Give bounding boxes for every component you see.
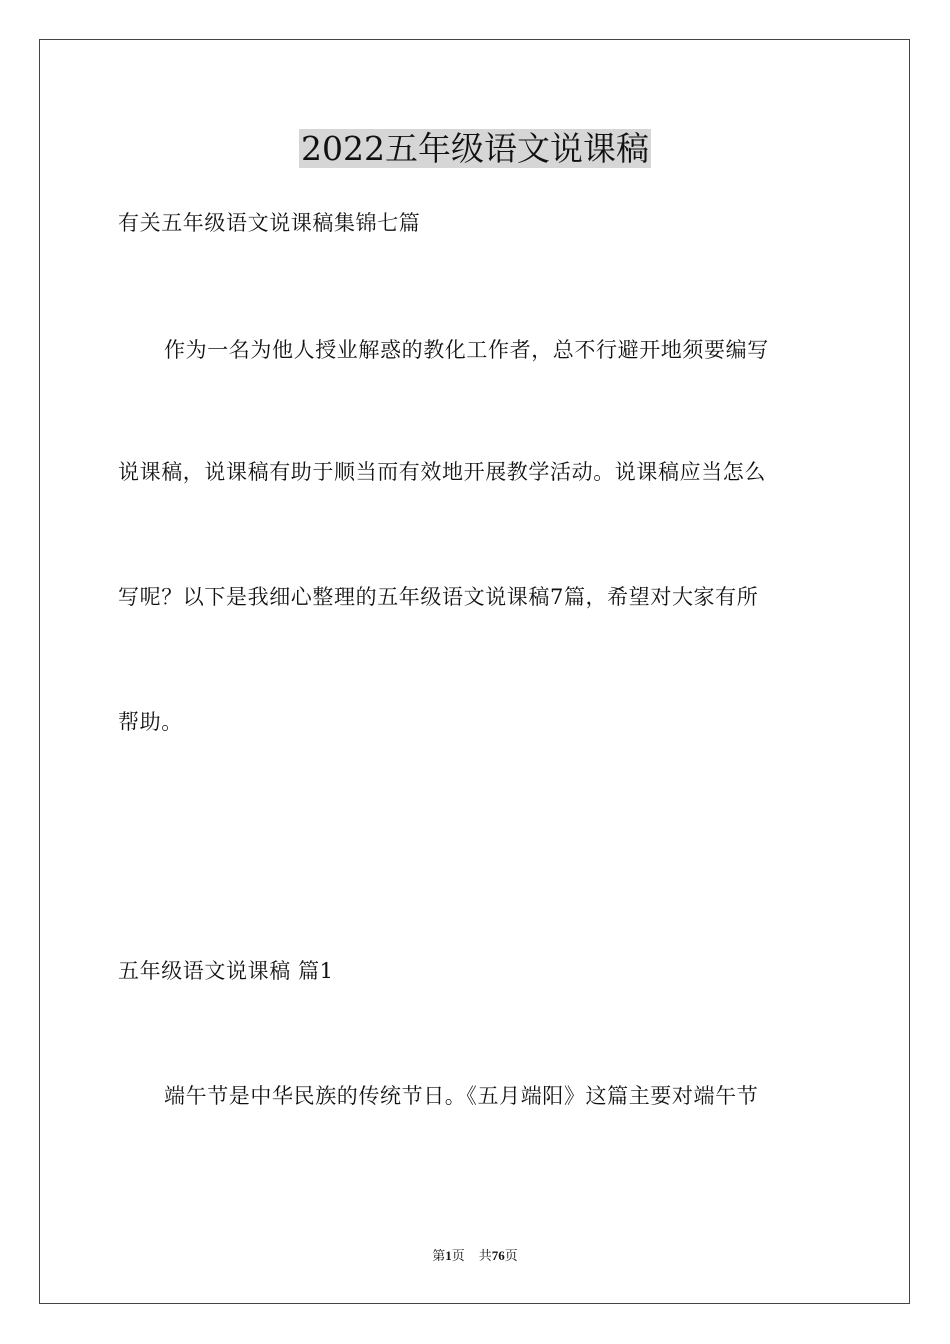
footer-total-pages: 76 [491, 1248, 505, 1263]
intro-line-3: 写呢？以下是我细心整理的五年级语文说课稿7篇，希望对大家有所 [118, 585, 759, 609]
document-title [0, 126, 950, 172]
footer-total-suffix: 页 [504, 1248, 518, 1263]
footer-total-prefix: 共 [478, 1248, 492, 1263]
section-heading: 五年级语文说课稿 篇1 [118, 959, 334, 983]
footer-page-number: 1 [445, 1248, 452, 1263]
footer-page-suffix: 页 [451, 1248, 465, 1263]
intro-line-1: 作为一名为他人授业解惑的教化工作者，总不行避开地须要编写 [164, 338, 769, 362]
intro-line-4: 帮助。 [118, 710, 183, 734]
intro-line-2: 说课稿，说课稿有助于顺当而有效地开展教学活动。说课稿应当怎么 [118, 460, 766, 484]
page-footer [0, 1247, 950, 1265]
document-title-text: 2022五年级语文说课稿 [301, 129, 649, 168]
document-subtitle: 有关五年级语文说课稿集锦七篇 [118, 211, 421, 235]
section-first-line: 端午节是中华民族的传统节日。《五月端阳》这篇主要对端午节 [164, 1084, 759, 1108]
footer-page-prefix: 第 [432, 1248, 446, 1263]
